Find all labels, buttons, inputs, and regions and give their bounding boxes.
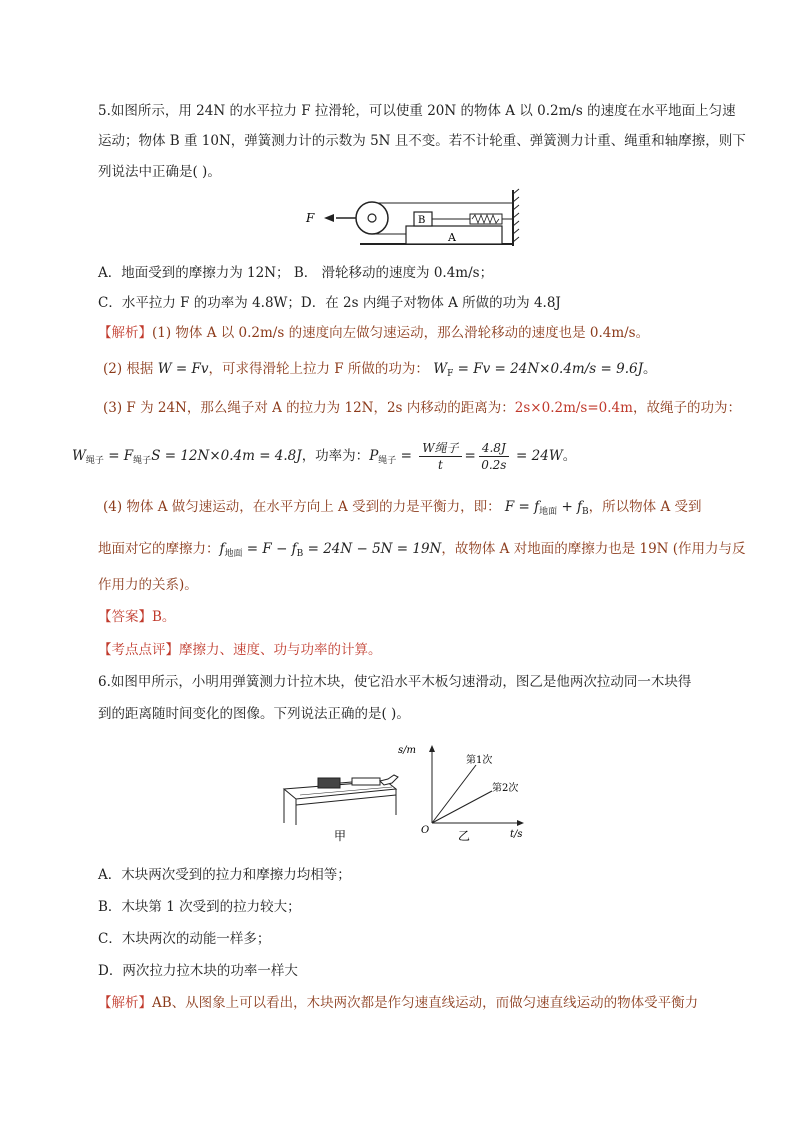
- q5-figure-label-b: B: [418, 215, 426, 226]
- q5-analysis4-formula: F = f: [504, 499, 540, 515]
- q5-analysis-line2: [103, 359, 656, 384]
- q5-text-line3: 列说法中正确是( )。: [98, 164, 221, 180]
- q5-analysis5-sub: 地面: [224, 549, 243, 559]
- q5-p-symbol: P: [369, 448, 379, 464]
- q5-text-line1: 5.如图所示，用 24N 的水平拉力 F 拉滑轮，可以使重 20N 的物体 A 以 0.2m/s 的速度在水平地面上匀速: [98, 103, 736, 119]
- q5-analysis2-pre: (2) 根据: [103, 361, 154, 377]
- q6-option-b: B．木块第 1 次受到的拉力较大；: [98, 899, 301, 915]
- q5-analysis-line3: [103, 398, 741, 418]
- q6-line1-label: 第1次: [466, 755, 493, 766]
- q5-answer: 【答案】B。: [98, 609, 176, 625]
- q6-option-a: A．木块两次受到的拉力和摩擦力均相等；: [98, 867, 351, 883]
- q5-frac1-num: W绳子: [419, 440, 461, 457]
- q6-figure-label-yi: 乙: [458, 829, 471, 843]
- q5-formula-end: 。: [562, 448, 577, 464]
- q5-analysis5-f: f: [219, 541, 225, 557]
- q5-analysis5-a: 地面对它的摩擦力：: [98, 541, 220, 557]
- q5-eqsign: =: [396, 448, 417, 464]
- q5-w-symbol: W: [72, 448, 86, 464]
- q5-analysis3-c: ，故绳子的功为：: [632, 400, 741, 416]
- q5-analysis4-formula2: + f: [557, 499, 583, 515]
- q5-analysis-formula-line: $W_{绳子} = F_{绳子}S = 12N\times 0.4m = 4.8J$，功率为：$P_{绳子}$ = $\frac{\text{W绳子}}{t}$ = $\frac{4.8J}{0.2s}$ = 24W。: [72, 441, 577, 472]
- q5-frac1: [419, 440, 461, 473]
- q5-pulley-figure: [300, 186, 520, 252]
- q5-eq1: = F: [103, 448, 134, 464]
- q5-analysis-line4: [103, 497, 702, 522]
- q5-frac2-num: 4.8J: [479, 440, 509, 457]
- q5-analysis1-text: (1) 物体 A 以 0.2m/s 的速度向左做匀速运动，那么滑轮移动的速度也是 0.4m/s。: [152, 325, 650, 341]
- q6-analysis-tag: 【解析】: [98, 995, 152, 1011]
- q6-line2-label: 第2次: [492, 783, 519, 794]
- q5-analysis5-eq: = F − f: [242, 541, 297, 557]
- q5-analysis3-a: (3) F 为 24N，那么绳子对 A 的拉力为 12N，2s 内移动的距离为：: [103, 400, 515, 416]
- q6-axis-x-label: t/s: [510, 829, 523, 840]
- q6-text-line1: 6.如图甲所示，小明用弹簧测力计拉木块，使它沿水平木板匀速滑动，图乙是他两次拉动同一木块得: [98, 674, 692, 690]
- q5-analysis5-eq2: = 24N − 5N = 19N: [303, 541, 442, 557]
- q5-analysis5-b: ，故物体 A 对地面的摩擦力也是 19N (作用力与反: [441, 541, 746, 557]
- q5-frac2-den: 0.2s: [481, 458, 507, 472]
- q5-frac2: [479, 440, 509, 473]
- q5-analysis3-b: 2s×0.2m/s=0.4m: [514, 400, 633, 416]
- q5-analysis4-sub2: B: [582, 507, 589, 517]
- q5-analysis-line1: [98, 323, 649, 343]
- q5-analysis2-w: W: [433, 361, 448, 377]
- q5-analysis2-formula: W = Fv: [157, 361, 209, 377]
- q5-eq2: S = 12N×0.4m = 4.8J: [151, 448, 302, 464]
- q5-analysis-line6: 作用力的关系)。: [98, 577, 198, 593]
- q6-analysis1-text: AB、从图象上可以看出，木块两次都是作匀速直线运动，而做匀速直线运动的物体受平衡力: [152, 995, 699, 1011]
- q5-analysis-line5: [98, 539, 746, 564]
- q5-analysis4-b: ，所以物体 A 受到: [588, 499, 702, 515]
- q5-power-result: = 24W: [511, 448, 563, 464]
- q5-f-sub: 绳子: [133, 456, 152, 466]
- q5-frac1-den: t: [437, 458, 443, 472]
- q5-analysis4-sub1: 地面: [539, 507, 558, 517]
- q5-analysis2-sub: F: [447, 369, 454, 379]
- q6-option-d: D．两次拉力拉木块的功率一样大: [98, 963, 298, 979]
- q6-figure: [280, 743, 540, 845]
- q6-figure-label-jia: 甲: [334, 829, 347, 843]
- q5-figure-label-a: A: [448, 231, 456, 244]
- q5-analysis4-a: (4) 物体 A 做匀速运动，在水平方向上 A 受到的力是平衡力，即：: [103, 499, 501, 515]
- q6-option-c: C．木块两次的动能一样多；: [98, 931, 271, 947]
- q5-power-label: ，功率为：: [301, 448, 370, 464]
- q6-text-line2: 到的距离随时间变化的图像。下列说法正确的是( )。: [98, 706, 410, 722]
- analysis-tag: 【解析】: [98, 325, 152, 341]
- q5-p-sub: 绳子: [378, 456, 397, 466]
- q6-analysis-line1: [98, 993, 698, 1013]
- q5-analysis2-end: 。: [642, 361, 657, 377]
- q5-analysis5-sub2: B: [296, 549, 304, 559]
- q5-w-sub: 绳子: [85, 456, 104, 466]
- q5-analysis2-mid: ，可求得滑轮上拉力 F 所做的功为：: [208, 361, 429, 377]
- q5-review: 【考点点评】摩擦力、速度、功与功率的计算。: [98, 642, 382, 658]
- q6-axis-y-label: s/m: [398, 745, 416, 756]
- q5-analysis2-eq: = Fv = 24N×0.4m/s = 9.6J: [453, 361, 643, 377]
- q5-text-line2: 运动；物体 B 重 10N，弹簧测力计的示数为 5N 且不变。若不计轮重、弹簧测力计重、绳重和轴摩擦，则下: [98, 133, 746, 149]
- q5-option-ab: A．地面受到的摩擦力为 12N； B． 滑轮移动的速度为 0.4m/s；: [98, 265, 494, 281]
- q6-origin-label: O: [421, 825, 430, 836]
- q5-option-cd: C．水平拉力 F 的功率为 4.8W；D．在 2s 内绳子对物体 A 所做的功为 4.8J: [98, 295, 561, 311]
- q5-figure-label-f: F: [306, 211, 315, 225]
